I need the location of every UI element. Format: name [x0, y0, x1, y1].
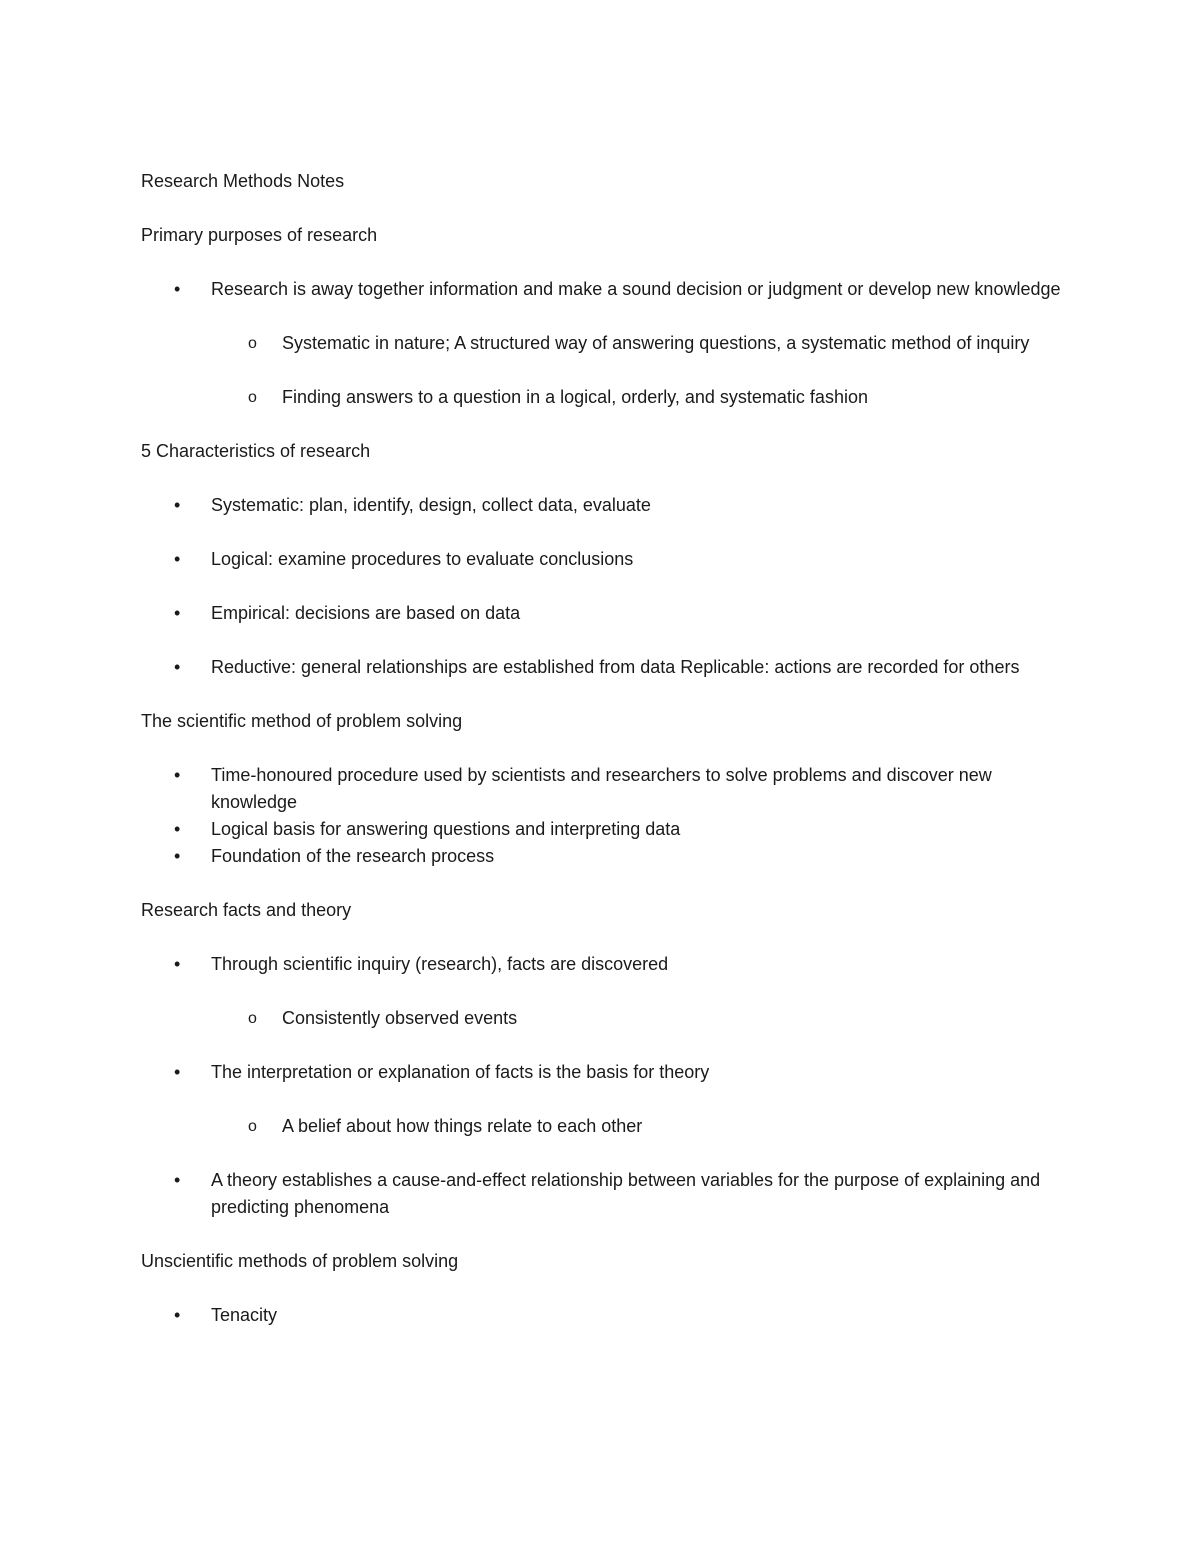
bullet-marker: • — [174, 279, 181, 299]
bullet-marker: • — [174, 1305, 181, 1325]
list-item — [141, 654, 1061, 681]
section-heading: The scientific method of problem solving — [141, 711, 463, 731]
bullet-marker: • — [174, 657, 181, 677]
bullet-marker: • — [174, 1062, 181, 1082]
list-item — [141, 492, 1061, 519]
list-item-text: Tenacity — [211, 1305, 278, 1325]
bullet-marker: • — [174, 846, 181, 866]
list-item — [141, 276, 1061, 303]
sub-bullet-marker: o — [248, 1118, 257, 1135]
document-title: Research Methods Notes — [141, 171, 345, 191]
sub-list-item-text: Consistently observed events — [282, 1008, 518, 1028]
list-item-text: Logical: examine procedures to evaluate conclusions — [211, 549, 634, 569]
bullet-marker: • — [174, 954, 181, 974]
list-item-text: A theory establishes a cause-and-effect relationship between variables for the purpose of explaining and predicting phenomena — [211, 1170, 1041, 1217]
list-item-text: Time-honoured procedure used by scientists and researchers to solve problems and discover new knowledge — [211, 765, 992, 812]
list-item-text: Empirical: decisions are based on data — [211, 603, 521, 623]
section-heading: Unscientific methods of problem solving — [141, 1251, 459, 1271]
list-item-text: Through scientific inquiry (research), facts are discovered — [211, 954, 669, 974]
list-item-text: Logical basis for answering questions and interpreting data — [211, 819, 681, 839]
sub-list-item — [141, 384, 1061, 411]
list-item — [141, 762, 1061, 816]
sub-list-item — [141, 1005, 1061, 1032]
bullet-marker: • — [174, 495, 181, 515]
sub-list-item-text: Systematic in nature; A structured way of answering questions, a systematic method of inquiry — [282, 333, 1030, 353]
sub-bullet-marker: o — [248, 335, 257, 352]
sub-list-item-text: Finding answers to a question in a logical, orderly, and systematic fashion — [282, 387, 868, 407]
bullet-marker: • — [174, 603, 181, 623]
list-item — [141, 600, 1061, 627]
list-item-text: Research is away together information and make a sound decision or judgment or develop new knowledge — [211, 279, 1061, 299]
document-page — [141, 168, 1061, 1329]
section-heading: Primary purposes of research — [141, 225, 378, 245]
list-item — [141, 546, 1061, 573]
list-item — [141, 843, 1061, 870]
sub-bullet-marker: o — [248, 389, 257, 406]
list-item — [141, 1059, 1061, 1086]
list-item — [141, 816, 1061, 843]
sub-list-item-text: A belief about how things relate to each other — [282, 1116, 643, 1136]
sub-list-item — [141, 1113, 1061, 1140]
sub-bullet-marker: o — [248, 1010, 257, 1027]
list-item-text: Foundation of the research process — [211, 846, 495, 866]
list-item — [141, 951, 1061, 978]
list-item — [141, 1167, 1061, 1221]
list-item — [141, 1302, 1061, 1329]
list-item-text: The interpretation or explanation of facts is the basis for theory — [211, 1062, 710, 1082]
list-item-text: Reductive: general relationships are established from data Replicable: actions are recorded for others — [211, 657, 1020, 677]
section-heading: 5 Characteristics of research — [141, 441, 371, 461]
bullet-marker: • — [174, 765, 181, 785]
list-item-text: Systematic: plan, identify, design, collect data, evaluate — [211, 495, 651, 515]
section-heading: Research facts and theory — [141, 900, 352, 920]
bullet-marker: • — [174, 1170, 181, 1190]
bullet-marker: • — [174, 549, 181, 569]
bullet-marker: • — [174, 819, 181, 839]
sub-list-item — [141, 330, 1061, 357]
